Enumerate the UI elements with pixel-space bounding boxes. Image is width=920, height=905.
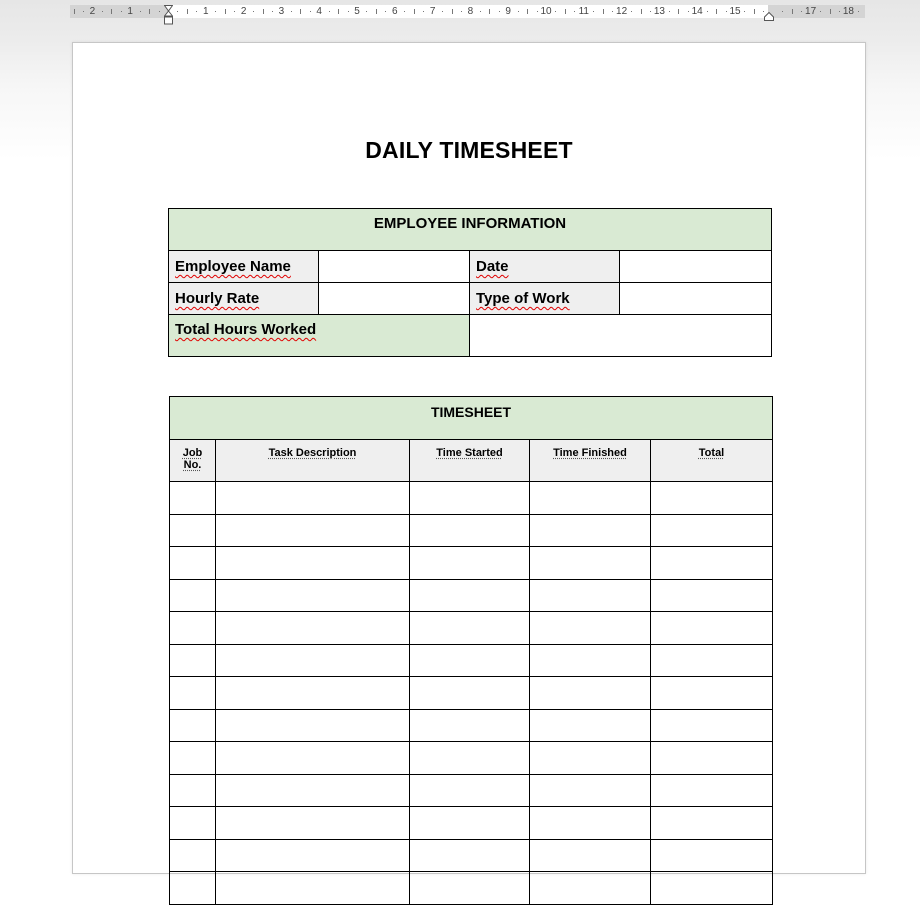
hourly-rate-field[interactable] xyxy=(319,283,470,315)
date-field[interactable] xyxy=(620,251,772,283)
ruler-tick xyxy=(631,11,632,12)
ruler-number: 13 xyxy=(653,6,665,17)
ruler-left-margin xyxy=(70,5,168,18)
ruler-number: 15 xyxy=(729,6,741,17)
table-cell[interactable] xyxy=(216,839,410,872)
ruler-tick xyxy=(348,11,349,12)
table-cell[interactable] xyxy=(170,612,216,645)
column-header-text: Task Description xyxy=(268,447,357,459)
column-header-text: Job No. xyxy=(182,447,203,471)
table-cell[interactable] xyxy=(170,742,216,775)
ruler-number: 1 xyxy=(203,6,209,17)
column-header-job-no xyxy=(170,440,216,482)
ruler-tick xyxy=(641,9,642,14)
hourly-rate-label: Hourly Rate xyxy=(169,283,319,315)
ruler-number: 7 xyxy=(429,6,436,17)
table-cell[interactable] xyxy=(651,482,773,515)
table-cell[interactable] xyxy=(651,709,773,742)
ruler-number: 6 xyxy=(392,6,398,17)
total-hours-label: Total Hours Worked xyxy=(169,315,470,357)
ruler-tick xyxy=(792,9,793,14)
table-cell[interactable] xyxy=(170,579,216,612)
ruler-tick xyxy=(385,11,386,12)
ruler-tick xyxy=(366,11,367,12)
ruler-number: 12 xyxy=(616,6,628,17)
ruler-tick xyxy=(555,11,556,12)
ruler-tick xyxy=(338,9,339,14)
table-cell[interactable] xyxy=(170,807,216,840)
ruler-number: 14 xyxy=(691,6,703,17)
ruler-tick xyxy=(489,9,490,14)
ruler-tick xyxy=(187,9,188,14)
ruler-tick xyxy=(291,11,292,12)
ruler-tick xyxy=(801,11,802,12)
table-row xyxy=(170,872,773,905)
table-cell[interactable] xyxy=(651,677,773,710)
table-cell[interactable] xyxy=(216,482,410,515)
table-cell[interactable] xyxy=(216,612,410,645)
table-cell[interactable] xyxy=(216,547,410,580)
table-row xyxy=(170,579,773,612)
ruler-tick xyxy=(603,9,604,14)
ruler-tick xyxy=(111,9,112,14)
ruler-tick xyxy=(820,11,821,12)
table-row xyxy=(170,774,773,807)
column-header-time-started xyxy=(410,440,530,482)
ruler-tick xyxy=(499,11,500,12)
timesheet-header: TIMESHEET xyxy=(170,397,773,440)
column-header-total xyxy=(651,440,773,482)
ruler-tick xyxy=(537,11,538,12)
ruler-tick xyxy=(574,11,575,12)
table-cell[interactable] xyxy=(170,547,216,580)
table-cell[interactable] xyxy=(410,872,530,905)
ruler-tick xyxy=(830,9,831,14)
ruler-tick xyxy=(149,9,150,14)
table-cell[interactable] xyxy=(170,839,216,872)
ruler-tick xyxy=(650,11,651,12)
table-cell[interactable] xyxy=(410,514,530,547)
table-cell[interactable] xyxy=(651,807,773,840)
column-header-text: Time Started xyxy=(436,447,503,459)
table-cell[interactable] xyxy=(170,872,216,905)
ruler-number: 8 xyxy=(467,6,474,17)
ruler-tick xyxy=(839,11,840,12)
ruler-number: 11 xyxy=(578,6,589,17)
table-cell[interactable] xyxy=(410,644,530,677)
ruler-tick xyxy=(177,11,178,12)
table-cell[interactable] xyxy=(530,579,651,612)
ruler-tick xyxy=(678,9,679,14)
ruler-tick xyxy=(593,11,594,12)
ruler-number: 3 xyxy=(278,6,285,17)
ruler-tick xyxy=(272,11,273,12)
ruler-tick xyxy=(565,9,566,14)
ruler-tick xyxy=(858,11,859,12)
table-cell[interactable] xyxy=(530,839,651,872)
employee-name-field[interactable] xyxy=(319,251,470,283)
ruler-tick xyxy=(612,11,613,12)
ruler-number: 5 xyxy=(354,6,360,17)
timesheet-table xyxy=(169,396,773,905)
ruler-number: 10 xyxy=(540,6,552,17)
ruler-tick xyxy=(669,11,670,12)
table-cell[interactable] xyxy=(651,547,773,580)
table-cell[interactable] xyxy=(410,547,530,580)
table-cell[interactable] xyxy=(410,774,530,807)
ruler-tick xyxy=(234,11,235,12)
ruler-tick xyxy=(102,11,103,12)
table-cell[interactable] xyxy=(530,612,651,645)
ruler-number: 9 xyxy=(505,6,511,17)
ruler-tick xyxy=(518,11,519,12)
table-cell[interactable] xyxy=(216,807,410,840)
page-title: DAILY TIMESHEET xyxy=(365,137,573,163)
table-cell[interactable] xyxy=(530,742,651,775)
table-cell[interactable] xyxy=(651,644,773,677)
table-cell[interactable] xyxy=(530,774,651,807)
table-cell[interactable] xyxy=(410,807,530,840)
ruler-number: 17 xyxy=(805,6,817,17)
ruler-tick xyxy=(263,9,264,14)
table-cell[interactable] xyxy=(530,872,651,905)
table-row xyxy=(170,677,773,710)
ruler-tick xyxy=(782,11,783,12)
left-indent-marker-icon[interactable] xyxy=(164,5,173,13)
table-cell[interactable] xyxy=(530,482,651,515)
table-cell[interactable] xyxy=(216,579,410,612)
employee-information-header: EMPLOYEE INFORMATION xyxy=(169,209,772,251)
total-hours-field[interactable] xyxy=(470,315,772,357)
employee-information-table xyxy=(168,208,772,357)
table-cell[interactable] xyxy=(651,872,773,905)
type-of-work-label: Type of Work xyxy=(470,283,620,315)
table-cell[interactable] xyxy=(410,839,530,872)
table-cell[interactable] xyxy=(170,774,216,807)
ruler-number: 18 xyxy=(842,6,854,17)
table-cell[interactable] xyxy=(410,677,530,710)
table-row xyxy=(170,612,773,645)
ruler-tick xyxy=(300,9,301,14)
table-cell[interactable] xyxy=(170,644,216,677)
right-indent-marker-icon[interactable] xyxy=(764,8,773,16)
ruler-number: 2 xyxy=(240,6,247,17)
ruler-tick xyxy=(225,9,226,14)
ruler-tick xyxy=(527,9,528,14)
ruler-number: 4 xyxy=(316,6,322,17)
table-cell[interactable] xyxy=(410,482,530,515)
table-cell[interactable] xyxy=(410,612,530,645)
column-header-text: Time Finished xyxy=(553,447,627,459)
ruler-tick xyxy=(726,11,727,12)
ruler-tick xyxy=(215,11,216,12)
ruler-tick xyxy=(196,11,197,12)
table-cell[interactable] xyxy=(170,482,216,515)
table-cell[interactable] xyxy=(530,547,651,580)
ruler-tick xyxy=(716,9,717,14)
table-row xyxy=(170,839,773,872)
table-cell[interactable] xyxy=(530,514,651,547)
ruler-tick xyxy=(442,11,443,12)
table-cell[interactable] xyxy=(530,709,651,742)
employee-name-label: Employee Name xyxy=(169,251,319,283)
ruler-tick xyxy=(461,11,462,12)
ruler-tick xyxy=(423,11,424,12)
ruler-tick xyxy=(744,11,745,12)
ruler-tick xyxy=(480,11,481,12)
ruler-number: 2 xyxy=(89,6,96,17)
table-cell[interactable] xyxy=(530,807,651,840)
ruler-tick xyxy=(754,9,755,14)
ruler-tick xyxy=(452,9,453,14)
ruler-tick xyxy=(688,11,689,12)
document-page[interactable] xyxy=(72,42,866,874)
table-cell[interactable] xyxy=(170,677,216,710)
ruler-tick xyxy=(140,11,141,12)
horizontal-ruler[interactable] xyxy=(70,5,865,18)
ruler-tick xyxy=(329,11,330,12)
column-header-task-description xyxy=(216,440,410,482)
table-cell[interactable] xyxy=(651,839,773,872)
ruler-tick xyxy=(74,9,75,14)
table-cell[interactable] xyxy=(216,774,410,807)
table-cell[interactable] xyxy=(410,579,530,612)
column-header-time-finished xyxy=(530,440,651,482)
table-row xyxy=(170,742,773,775)
table-cell[interactable] xyxy=(170,514,216,547)
table-row xyxy=(170,807,773,840)
table-cell[interactable] xyxy=(651,579,773,612)
column-header-text: Total xyxy=(698,447,725,459)
table-row xyxy=(170,709,773,742)
table-cell[interactable] xyxy=(410,709,530,742)
table-cell[interactable] xyxy=(530,677,651,710)
ruler-tick xyxy=(414,9,415,14)
table-cell[interactable] xyxy=(216,872,410,905)
ruler-number: 1 xyxy=(127,6,133,17)
table-cell[interactable] xyxy=(530,644,651,677)
ruler-tick xyxy=(253,11,254,12)
table-row xyxy=(170,547,773,580)
table-cell[interactable] xyxy=(651,742,773,775)
ruler-tick xyxy=(121,11,122,12)
ruler-tick xyxy=(83,11,84,12)
table-cell[interactable] xyxy=(651,514,773,547)
ruler-tick xyxy=(404,11,405,12)
table-row xyxy=(170,514,773,547)
table-row xyxy=(170,482,773,515)
table-cell[interactable] xyxy=(170,709,216,742)
date-label: Date xyxy=(470,251,620,283)
table-cell[interactable] xyxy=(651,612,773,645)
ruler-tick xyxy=(376,9,377,14)
table-cell[interactable] xyxy=(216,514,410,547)
table-cell[interactable] xyxy=(216,677,410,710)
table-cell[interactable] xyxy=(410,742,530,775)
ruler-tick xyxy=(707,11,708,12)
table-cell[interactable] xyxy=(216,644,410,677)
table-cell[interactable] xyxy=(651,774,773,807)
table-row xyxy=(170,644,773,677)
ruler-tick xyxy=(310,11,311,12)
ruler-tick xyxy=(159,11,160,12)
table-cell[interactable] xyxy=(216,709,410,742)
type-of-work-field[interactable] xyxy=(620,283,772,315)
table-cell[interactable] xyxy=(216,742,410,775)
